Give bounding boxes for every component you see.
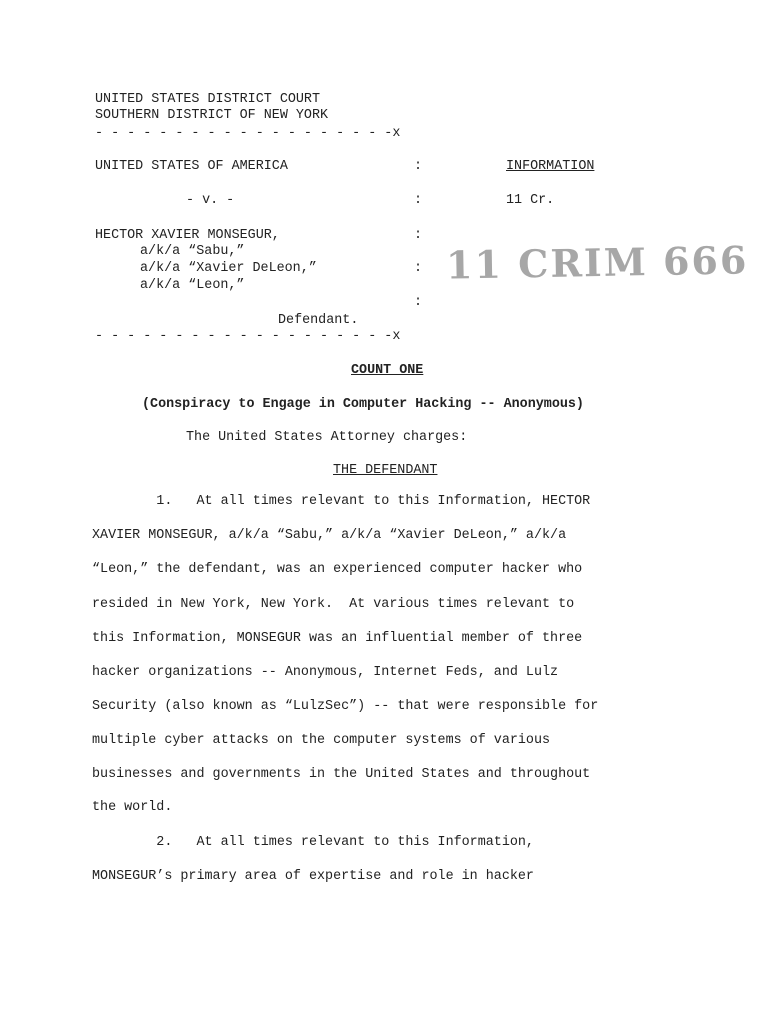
count-heading: COUNT ONE bbox=[351, 363, 424, 378]
case-number-stamp: 11 CRIM 666 bbox=[445, 237, 749, 288]
plaintiff-name: UNITED STATES OF AMERICA bbox=[95, 159, 288, 174]
caption-colon: : bbox=[414, 159, 423, 174]
paragraph-line: 1. At all times relevant to this Information, HECTOR bbox=[92, 494, 591, 509]
alias-line: a/k/a “Sabu,” bbox=[140, 244, 245, 259]
case-number-prefix: 11 Cr. bbox=[506, 193, 555, 208]
document-type: INFORMATION bbox=[506, 159, 595, 174]
versus-label: - v. - bbox=[186, 193, 235, 208]
paragraph-line: Security (also known as “LulzSec”) -- that were responsible for bbox=[92, 699, 599, 714]
section-heading: THE DEFENDANT bbox=[333, 463, 438, 478]
caption-colon: : bbox=[414, 295, 423, 310]
caption-colon: : bbox=[414, 261, 423, 276]
paragraph-line: this Information, MONSEGUR was an influential member of three bbox=[92, 631, 583, 646]
caption-rule-top: - - - - - - - - - - - - - - - - - - -x bbox=[95, 126, 401, 141]
court-name: UNITED STATES DISTRICT COURT bbox=[95, 92, 320, 107]
caption-colon: : bbox=[414, 228, 423, 243]
count-subheading: (Conspiracy to Engage in Computer Hacking -- Anonymous) bbox=[142, 397, 584, 412]
defendant-name: HECTOR XAVIER MONSEGUR, bbox=[95, 228, 280, 243]
paragraph-line: MONSEGUR’s primary area of expertise and role in hacker bbox=[92, 869, 534, 884]
paragraph-line: the world. bbox=[92, 800, 173, 815]
paragraph-line: 2. At all times relevant to this Information, bbox=[92, 835, 534, 850]
paragraph-line: XAVIER MONSEGUR, a/k/a “Sabu,” a/k/a “Xavier DeLeon,” a/k/a bbox=[92, 528, 567, 543]
alias-line: a/k/a “Leon,” bbox=[140, 278, 245, 293]
defendant-label: Defendant. bbox=[278, 313, 359, 328]
charges-line: The United States Attorney charges: bbox=[186, 430, 468, 445]
paragraph-line: multiple cyber attacks on the computer systems of various bbox=[92, 733, 551, 748]
paragraph-line: “Leon,” the defendant, was an experienced computer hacker who bbox=[92, 562, 583, 577]
alias-line: a/k/a “Xavier DeLeon,” bbox=[140, 261, 317, 276]
paragraph-line: resided in New York, New York. At various times relevant to bbox=[92, 597, 575, 612]
caption-colon: : bbox=[414, 193, 423, 208]
caption-rule-bottom: - - - - - - - - - - - - - - - - - - -x bbox=[95, 329, 401, 344]
paragraph-line: businesses and governments in the United States and throughout bbox=[92, 767, 591, 782]
paragraph-line: hacker organizations -- Anonymous, Internet Feds, and Lulz bbox=[92, 665, 559, 680]
district-name: SOUTHERN DISTRICT OF NEW YORK bbox=[95, 108, 329, 123]
